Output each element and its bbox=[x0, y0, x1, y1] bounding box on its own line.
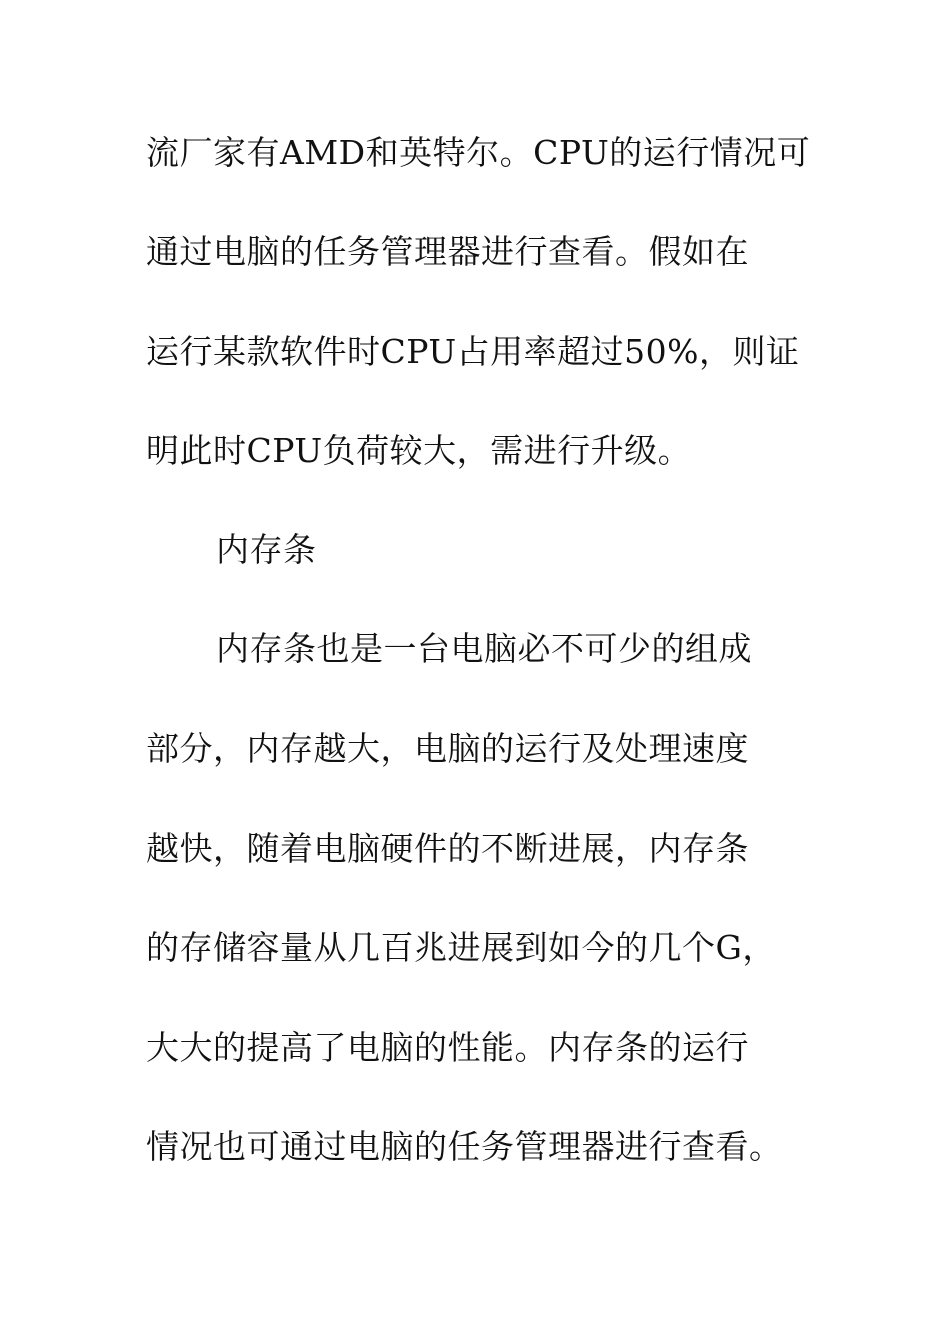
text-line: 越快，随着电脑硬件的不断进展，内存条 bbox=[146, 829, 749, 868]
text-line: 通过电脑的任务管理器进行查看。假如在 bbox=[146, 232, 749, 271]
text-line: 运行某款软件时CPU占用率超过50%，则证 bbox=[146, 332, 800, 371]
text-line: 情况也可通过电脑的任务管理器进行查看。 bbox=[146, 1127, 783, 1166]
text-line: 部分，内存越大，电脑的运行及处理速度 bbox=[146, 729, 749, 768]
paragraph-first-line: 内存条也是一台电脑必不可少的组成 bbox=[216, 629, 752, 668]
section-heading: 内存条 bbox=[216, 530, 317, 569]
text-line: 大大的提高了电脑的性能。内存条的运行 bbox=[146, 1028, 749, 1067]
text-line: 明此时CPU负荷较大，需进行升级。 bbox=[146, 431, 692, 470]
text-line: 的存储容量从几百兆进展到如今的几个G， bbox=[146, 928, 776, 967]
text-line: 流厂家有AMD和英特尔。CPU的运行情况可 bbox=[146, 133, 811, 172]
